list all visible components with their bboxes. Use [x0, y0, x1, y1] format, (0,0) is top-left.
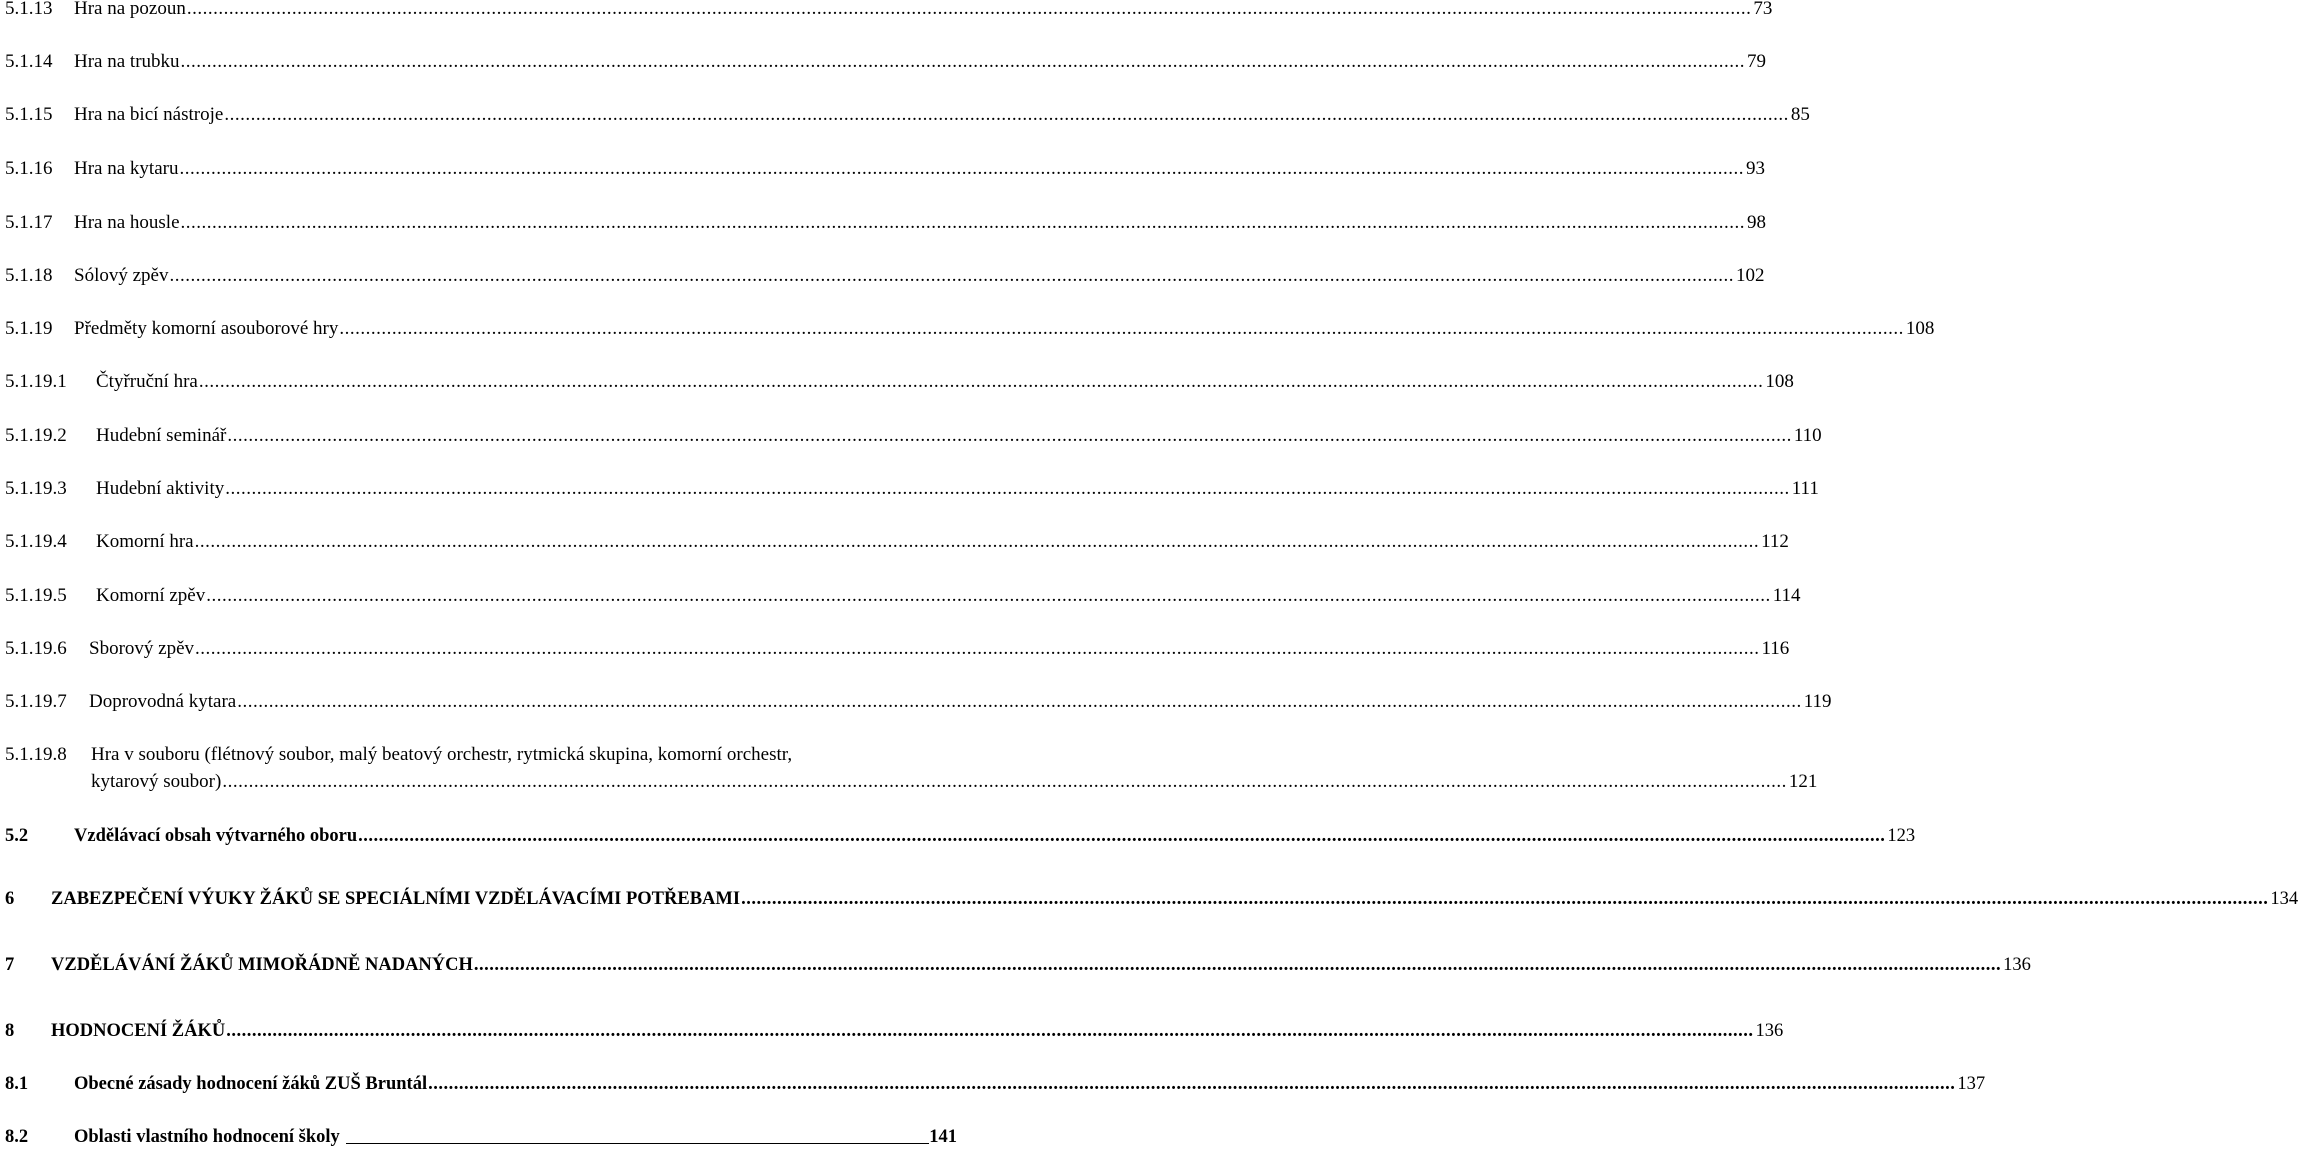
toc-entry-page: 114: [1772, 585, 1801, 606]
toc-entry-title: Čtyřruční hra: [96, 371, 198, 392]
toc-entry-number: 5.1.19.4: [5, 531, 67, 552]
toc-entry-title: Hra na housle: [74, 212, 180, 233]
toc-entry-5-1-19-5[interactable]: [5, 585, 1801, 607]
toc-entry-number: 5.1.16: [5, 158, 53, 179]
toc-entry-title: VZDĚLÁVÁNÍ ŽÁKŮ MIMOŘÁDNĚ NADANÝCH: [51, 955, 473, 975]
dot-leader: [195, 638, 1760, 660]
toc-entry-number: 5.1.19.8: [5, 744, 67, 765]
toc-entry-number: 6: [5, 889, 15, 909]
toc-entry-6[interactable]: [5, 888, 2298, 910]
toc-entry-page: 98: [1747, 212, 1767, 233]
toc-entry-page: 116: [1761, 638, 1790, 659]
dot-leader: [227, 425, 1792, 447]
toc-entry-number: 5.1.19.3: [5, 478, 67, 499]
toc-entry-number: 5.1.14: [5, 51, 53, 72]
toc-entry-number: 8.2: [5, 1127, 29, 1147]
toc-entry-5-1-18[interactable]: [5, 265, 1765, 287]
toc-entry-8[interactable]: [5, 1020, 1784, 1042]
dot-leader: [181, 212, 1746, 234]
toc-entry-number: 8.1: [5, 1074, 29, 1094]
dot-leader: [199, 371, 1764, 393]
toc-entry-page: 141: [929, 1127, 957, 1147]
dot-leader: [474, 954, 2001, 976]
toc-entry-page: 137: [1957, 1074, 1986, 1094]
toc-entry-title: HODNOCENÍ ŽÁKŮ: [51, 1021, 226, 1041]
toc-entry-page: 110: [1793, 425, 1822, 446]
toc-entry-page: 108: [1905, 318, 1935, 339]
toc-entry-number: 8: [5, 1021, 15, 1041]
dot-leader: [226, 1020, 1753, 1042]
toc-entry-5-1-19-1[interactable]: [5, 371, 1794, 393]
toc-entry-number: 5.1.19.5: [5, 585, 67, 606]
toc-entry-page: 85: [1790, 104, 1810, 125]
toc-entry-5-1-19-3[interactable]: [5, 478, 1819, 500]
toc-entry-8-2[interactable]: [5, 1126, 957, 1148]
toc-entry-title: Sólový zpěv: [74, 265, 169, 286]
toc-entry-number: 5.2: [5, 826, 29, 846]
toc-entry-page: 102: [1735, 265, 1765, 286]
toc-entry-title: Hra na pozoun: [74, 0, 186, 19]
dot-leader: [225, 478, 1790, 500]
toc-entry-5-1-17[interactable]: [5, 212, 1767, 234]
toc-entry-page: 123: [1887, 826, 1916, 846]
toc-entry-number: 5.1.17: [5, 212, 53, 233]
dot-leader: [169, 265, 1734, 287]
toc-entry-5-2[interactable]: [5, 825, 1916, 847]
dot-leader: [358, 825, 1885, 847]
toc-entry-7[interactable]: [5, 954, 2031, 976]
toc-entry-title: Hudební aktivity: [96, 478, 225, 499]
toc-entry-title: Vzdělávací obsah výtvarného oboru: [74, 826, 358, 846]
toc-entry-title: Komorní hra: [96, 531, 194, 552]
toc-entry-number: 5.1.19: [5, 318, 53, 339]
toc-entry-5-1-13[interactable]: [5, 0, 1773, 20]
toc-entry-title: Hudební seminář: [96, 425, 227, 446]
toc-entry-page: 73: [1753, 0, 1773, 19]
toc-entry-5-1-19-4[interactable]: [5, 531, 1789, 553]
toc-entry-page: 136: [2003, 955, 2031, 975]
dot-leader: [741, 888, 2268, 910]
toc-entry-title: Obecné zásady hodnocení žáků ZUŠ Bruntál: [74, 1074, 428, 1094]
toc-entry-page: 134: [2270, 889, 2298, 909]
toc-entry-title: ZABEZPEČENÍ VÝUKY ŽÁKŮ SE SPECIÁLNÍMI VZDĚLÁVACÍMI POTŘEBAMI: [51, 889, 741, 909]
toc-entry-5-1-19-6[interactable]: [5, 638, 1790, 660]
toc-entry-page: 93: [1745, 158, 1765, 179]
toc-entry-page: 112: [1761, 531, 1789, 552]
toc-entry-title: Sborový zpěv: [89, 638, 195, 659]
toc-entry-5-1-19-8-continuation[interactable]: [91, 771, 1818, 793]
toc-entry-number: 5.1.19.1: [5, 371, 67, 392]
toc-entry-5-1-19[interactable]: [5, 318, 1935, 340]
toc-entry-number: 5.1.13: [5, 0, 53, 19]
toc-entry-page: 111: [1791, 478, 1819, 499]
dot-leader: [224, 104, 1789, 126]
toc-entry-title: Předměty komorní asouborové hry: [74, 318, 339, 339]
toc-entry-page: 119: [1803, 691, 1832, 712]
dot-leader: [206, 585, 1771, 607]
toc-entry-title-continuation: kytarový soubor): [91, 771, 222, 792]
dot-leader: [428, 1073, 1955, 1095]
toc-entry-5-1-19-7[interactable]: [5, 691, 1832, 713]
toc-entry-title: Hra na bicí nástroje: [74, 104, 224, 125]
toc-entry-5-1-15[interactable]: [5, 104, 1810, 126]
toc-entry-title: Hra na kytaru: [74, 158, 179, 179]
toc-entry-number: 5.1.19.7: [5, 691, 67, 712]
toc-entry-title: Doprovodná kytara: [89, 691, 237, 712]
dot-leader: [181, 51, 1746, 73]
toc-entry-number: 5.1.19.6: [5, 638, 67, 659]
toc-entry-number: 5.1.18: [5, 265, 53, 286]
toc-entry-5-1-19-8[interactable]: [5, 744, 962, 766]
toc-entry-5-1-16[interactable]: [5, 158, 1765, 180]
toc-entry-page: 79: [1747, 51, 1767, 72]
toc-entry-8-1[interactable]: [5, 1073, 1986, 1095]
toc-entry-title: Komorní zpěv: [96, 585, 206, 606]
toc-entry-title: Hra v souboru (flétnový soubor, malý beatový orchestr, rytmická skupina, komorní orchestr,: [91, 744, 793, 765]
dot-leader: [187, 0, 1752, 20]
dash-leader: [346, 1142, 929, 1144]
toc-entry-title: Hra na trubku: [74, 51, 180, 72]
toc-entry-number: 7: [5, 955, 15, 975]
toc-entry-page: 136: [1755, 1021, 1784, 1041]
toc-entry-number: 5.1.19.2: [5, 425, 67, 446]
dot-leader: [179, 158, 1744, 180]
toc-entry-5-1-19-2[interactable]: [5, 425, 1822, 447]
toc-entry-title: Oblasti vlastního hodnocení školy: [74, 1127, 340, 1147]
dot-leader: [339, 318, 1904, 340]
dot-leader: [195, 531, 1760, 553]
toc-entry-5-1-14[interactable]: [5, 51, 1767, 73]
toc-entry-number: 5.1.15: [5, 104, 53, 125]
dot-leader: [222, 771, 1787, 793]
toc-entry-page: 121: [1788, 771, 1818, 792]
dot-leader: [237, 691, 1802, 713]
toc-entry-page: 108: [1765, 371, 1794, 392]
